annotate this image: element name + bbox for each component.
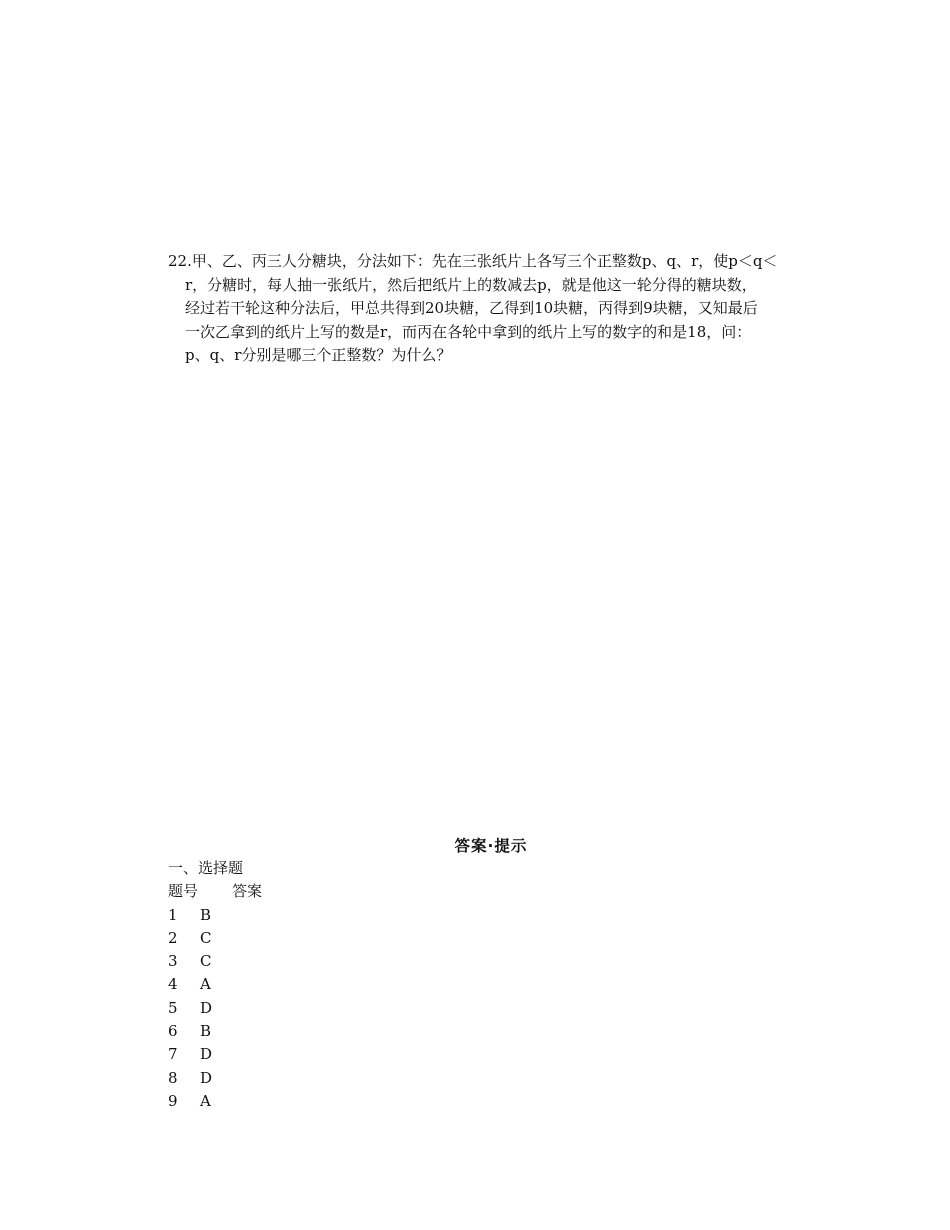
answer-row [168,950,262,973]
answer-value: A [200,1091,211,1110]
answer-row [168,1043,262,1066]
answer-row [168,997,262,1020]
answer-table-header [168,880,262,903]
answer-num: 1 [168,905,178,924]
problem-22 [168,250,793,368]
problem-line: 经过若干轮这种分法后，甲总共得到20块糖，乙得到10块糖，丙得到9块糖，又知最后 [185,299,758,317]
multiple-choice-answers [168,857,262,1113]
answer-value: A [200,975,211,994]
section-title: 一、选择题 [168,859,244,877]
problem-line: p、q、r分别是哪三个正整数？为什么？ [185,346,452,364]
answer-value: B [200,905,212,924]
answer-num: 2 [168,928,178,947]
answer-num: 9 [168,1091,178,1110]
problem-line: r，分糖时，每人抽一张纸片，然后把纸片上的数减去p，就是他这一轮分得的糖块数， [185,275,757,294]
answer-num: 5 [168,998,178,1017]
answer-value: D [200,1068,213,1087]
answer-row [168,1067,262,1090]
problem-line: 一次乙拿到的纸片上写的数是r，而丙在各轮中拿到的纸片上写的数字的和是18，问： [185,322,752,341]
answer-row [168,927,262,950]
answer-num: 3 [168,952,178,971]
answer-row [168,973,262,996]
answer-row [168,1020,262,1043]
answer-num: 4 [168,975,178,994]
answer-value: C [200,928,212,947]
answer-value: D [200,1045,213,1064]
answer-row [168,904,262,927]
answer-num: 6 [168,1022,178,1041]
answer-num: 8 [168,1068,178,1087]
answer-value: D [200,998,213,1017]
problem-line: 22.甲、乙、丙三人分糖块，分法如下：先在三张纸片上各写三个正整数p、q、r，使p＜q＜ [168,252,778,270]
answer-row [168,1090,262,1113]
header-num: 题号 [168,882,199,901]
answer-value: B [200,1022,212,1041]
answers-title: 答案·提示 [454,837,528,855]
answer-value: C [200,952,212,971]
answer-num: 7 [168,1045,178,1064]
header-answer: 答案 [232,882,263,901]
